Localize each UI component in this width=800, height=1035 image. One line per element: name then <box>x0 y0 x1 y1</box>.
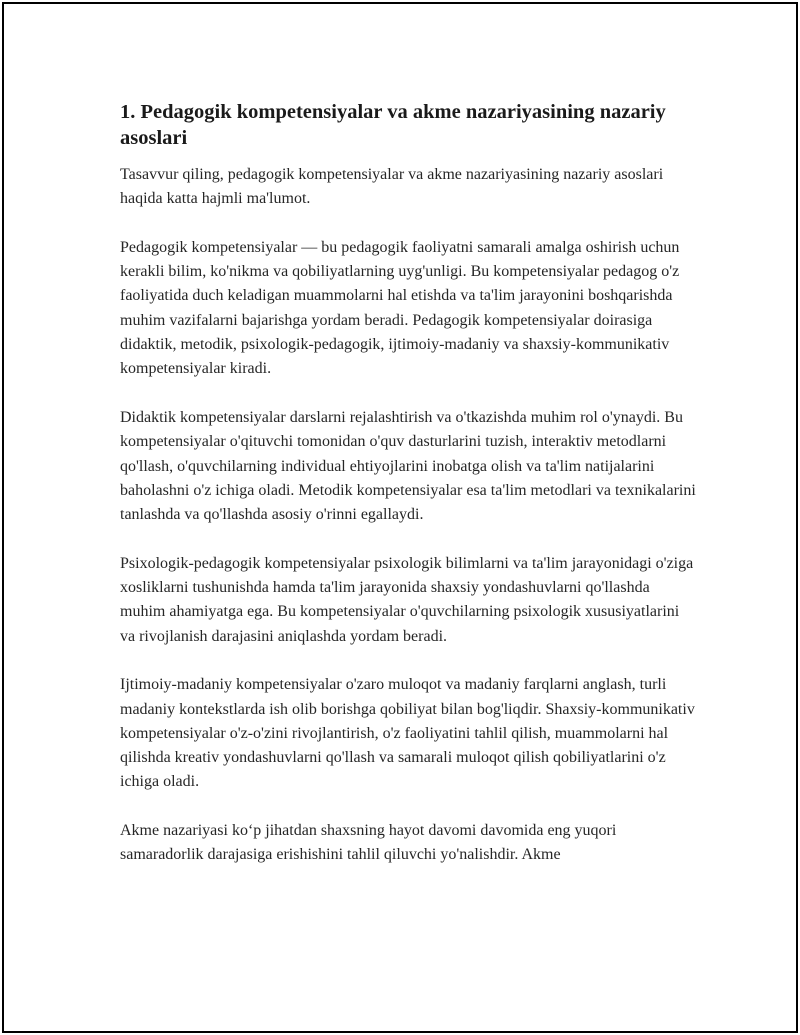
paragraph-psychological-competencies: Psixologik-pedagogik kompetensiyalar psixologik bilimlarni va ta'lim jarayonidagi o'ziga xosliklarni tushunishda hamda ta'lim jarayonida shaxsiy yondashuvlarni qo'llashda muhim ahamiyatga ega. Bu kompetensiyalar o'quvchilarning psixologik xususiyatlarini va rivojlanish darajasini aniqlashda yordam beradi. <box>120 554 694 645</box>
paragraph-didactic-competencies: Didaktik kompetensiyalar darslarni rejalashtirish va o'tkazishda muhim rol o'ynaydi. Bu kompetensiyalar o'qituvchi tomonidan o'quv dasturlarini tuzish, interaktiv metodlarni qo'llash, o'quvchilarning individual ehtiyojlarini inobatga olish va ta'lim natijalarini baholashni o'z ichiga oladi. Metodik kompetensiyalar esa ta'lim metodlari va texnikalarini tanlashda va qo'llashda asosiy o'rinni egallaydi. <box>120 408 696 524</box>
paragraph-pedagogical-competencies: Pedagogik kompetensiyalar — bu pedagogik faoliyatni samarali amalga oshirish uchun kerakli bilim, ko'nikma va qobiliyatlarning uyg'unligi. Bu kompetensiyalar pedagog o'z faoliyatida duch keladigan muammolarni hal etishda va ta'lim jarayonini boshqarishda muhim vazifalarni bajarishga yordam beradi. Pedagogik kompetensiyalar doirasiga didaktik, metodik, psixologik-pedagogik, ijtimoiy-madaniy va shaxsiy-kommunikativ kompetensiyalar kiradi. <box>120 238 680 378</box>
document-body <box>120 99 696 892</box>
paragraph-akme-theory: Akme nazariyasi ko‘p jihatdan shaxsning hayot davomi davomida eng yuqori samaradorlik darajasiga erishishini tahlil qiluvchi yo'nalishdir. Akme <box>120 822 617 864</box>
section-heading: 1. Pedagogik kompetensiyalar va akme nazariyasining nazariy asoslari <box>120 101 666 149</box>
paragraph-intro: Tasavvur qiling, pedagogik kompetensiyalar va akme nazariyasining nazariy asoslari haqida katta hajmli ma'lumot. <box>120 166 664 208</box>
paragraph-sociocultural-competencies: Ijtimoiy-madaniy kompetensiyalar o'zaro muloqot va madaniy farqlarni anglash, turli madaniy kontekstlarda ish olib borishga qobiliyat bilan bog'liqdir. Shaxsiy-kommunikativ kompetensiyalar o'z-o'zini rivojlantirish, o'z faoliyatini tahlil qilish, muammolarni hal qilishda kreativ yondashuvlarni qo'llash va samarali muloqot qilish qobiliyatlarini o'z ichiga oladi. <box>120 676 695 791</box>
page-frame <box>2 2 798 1033</box>
